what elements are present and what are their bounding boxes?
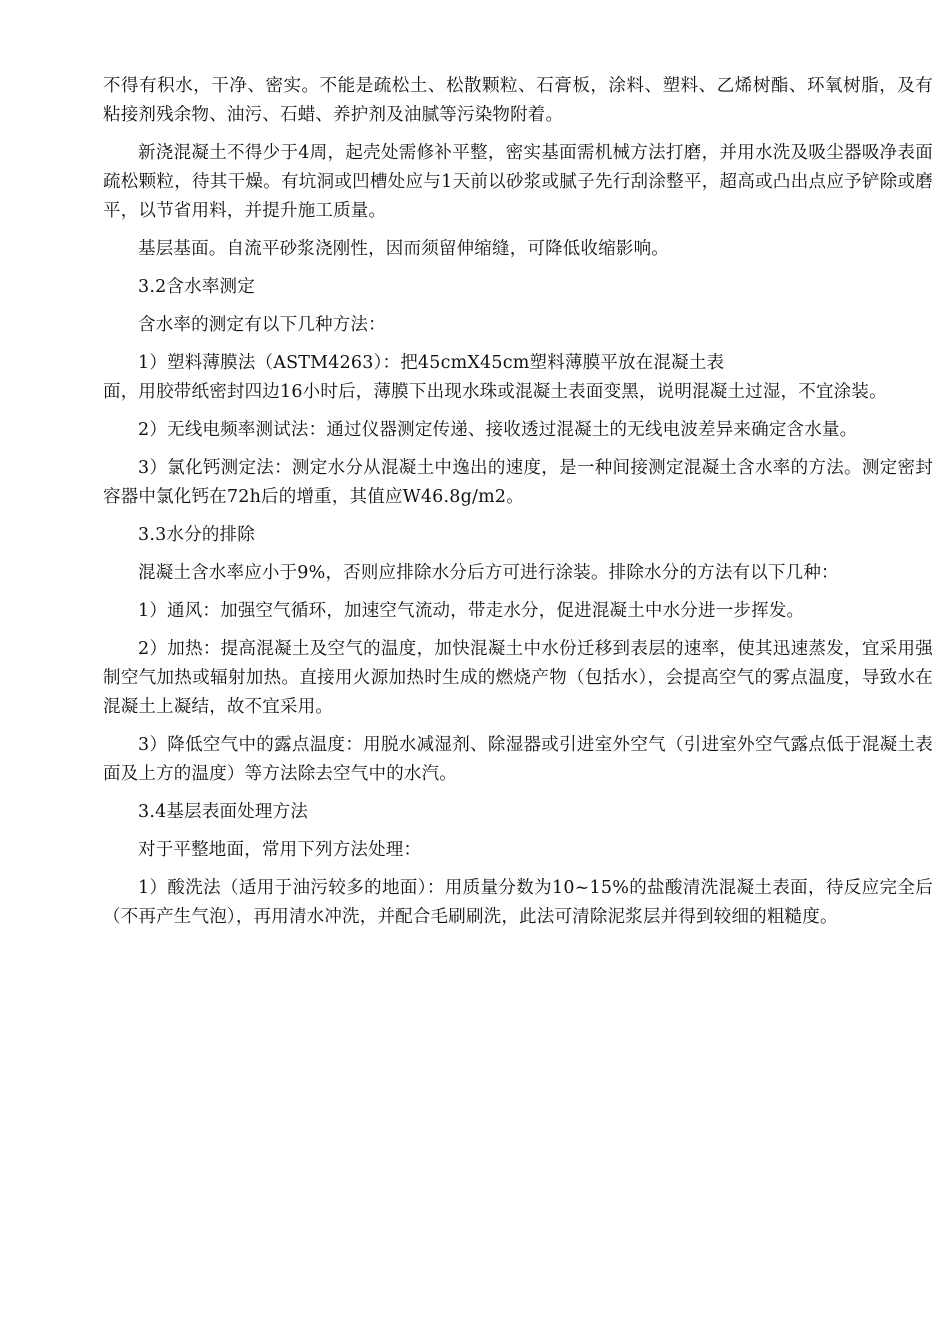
paragraph-ventilation: 1）通风：加强空气循环，加速空气流动，带走水分，促进混凝土中水分进一步挥发。: [138, 601, 805, 621]
section-heading-moisture-removal: 3.3水分的排除: [138, 525, 255, 545]
paragraph-radio-frequency-method: 2）无线电频率测试法：通过仪器测定传递、接收透过混凝土的无线电波差异来确定含水量。: [138, 420, 858, 440]
paragraph-plastic-film-method: [103, 349, 933, 407]
paragraph-base-surface: 基层基面。自流平砂浆浇刚性，因而须留伸缩缝，可降低收缩影响。: [138, 239, 669, 259]
paragraph-dew-point: 3）降低空气中的露点温度：用脱水减湿剂、除湿器或引进室外空气（引进室外空气露点低于混凝土表面及上方的温度）等方法除去空气中的水汽。: [103, 735, 933, 784]
section-heading-surface-treatment: 3.4基层表面处理方法: [138, 802, 309, 822]
paragraph-acid-wash: 1）酸洗法（适用于油污较多的地面）：用质量分数为10~15%的盐酸清洗混凝土表面，待反应完全后（不再产生气泡），再用清水冲洗，并配合毛刷刷洗，此法可清除泥浆层并得到较细的粗糙度。: [103, 878, 933, 927]
paragraph-surface-treatment-intro: 对于平整地面，常用下列方法处理：: [138, 840, 422, 860]
paragraph-moisture-methods-intro: 含水率的测定有以下几种方法：: [138, 315, 386, 335]
paragraph-calcium-chloride-method: 3）氯化钙测定法：测定水分从混凝土中逸出的速度，是一种间接测定混凝土含水率的方法。测定密封容器中氯化钙在72h后的增重，其值应W46.8g/m2。: [103, 458, 933, 507]
section-heading-moisture-test: 3.2含水率测定: [138, 277, 255, 297]
paragraph-substrate-requirements: 不得有积水，干净、密实。不能是疏松土、松散颗粒、石膏板，涂料、塑料、乙烯树酯、环氧树脂，及有粘接剂残余物、油污、石蜡、养护剂及油腻等污染物附着。: [103, 76, 933, 125]
plastic-film-line-1: 1）塑料薄膜法（ASTM4263）：把45cmX45cm塑料薄膜平放在混凝土表: [138, 353, 725, 373]
plastic-film-line-2: 面，用胶带纸密封四边16小时后，薄膜下出现水珠或混凝土表面变黑，说明混凝土过湿，不宜涂装。: [103, 382, 887, 402]
document-page: [103, 72, 933, 941]
paragraph-heating: 2）加热：提高混凝土及空气的温度，加快混凝土中水份迁移到表层的速率，使其迅速蒸发，宜采用强制空气加热或辐射加热。直接用火源加热时生成的燃烧产物（包括水），会提高空气的雾点温度，导致水在混凝土上凝结，故不宜采用。: [103, 639, 933, 717]
paragraph-new-concrete: 新浇混凝土不得少于4周，起壳处需修补平整，密实基面需机械方法打磨，并用水洗及吸尘器吸净表面疏松颗粒，待其干燥。有坑洞或凹槽处应与1天前以砂浆或腻子先行刮涂整平，超高或凸出点应予铲除或磨平，以节省用料，并提升施工质量。: [103, 143, 933, 221]
paragraph-moisture-removal-intro: 混凝土含水率应小于9%，否则应排除水分后方可进行涂装。排除水分的方法有以下几种：: [138, 563, 839, 583]
